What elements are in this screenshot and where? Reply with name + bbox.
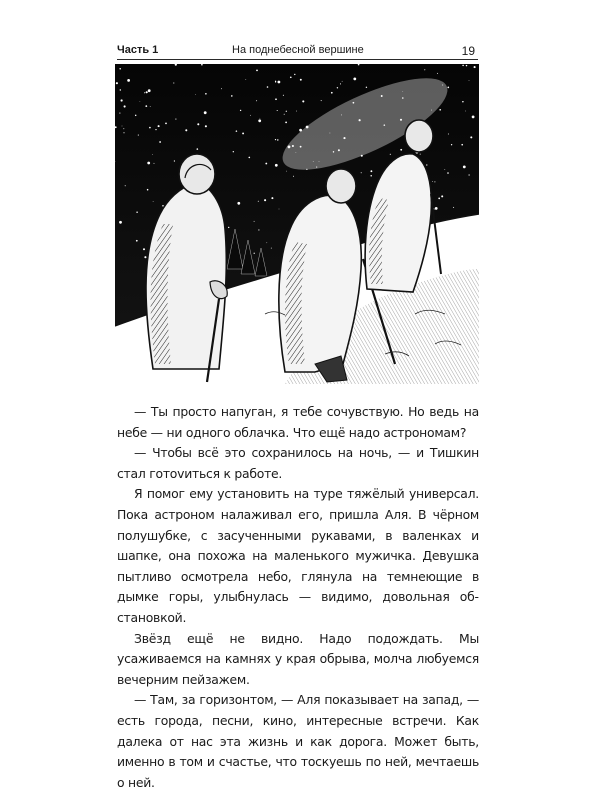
climbers-illustration (115, 64, 479, 384)
part-label: Часть 1 (117, 44, 158, 56)
header-rule (117, 59, 478, 60)
paragraph: — Там, за горизонтом, — Аля показывает на запад, — есть города, песни, кино, интересные встречи. Как далека от нас эта жизнь и как дорога. Может быть, именно в том и счастье, что тоскуешь по ней, мечтаешь о ней. (117, 690, 479, 793)
body-text (117, 402, 479, 793)
paragraph: Я помог ему установить на туре тяжёлый универсал. Пока астроном налаживал его, пришла Аля. В чёрном полушубке, с засученными рукавами, в валенках и шапке, она похожа на маленького мужичка. Девушка пытливо осмотрела небо, глянула на темнеющие в дымке горы, улыбнулась — видимо, довольная обстановкой. (117, 484, 479, 628)
paragraph: — Ты просто напуган, я тебе сочувствую. Но ведь на небе — ни одного облачка. Что ещё надо астрономам? (117, 402, 479, 443)
paragraph: — Чтобы всё это сохранилось на ночь, — и Тишкин стал готоvиться к работе. (117, 443, 479, 484)
chapter-title: На поднебесной вершине (232, 44, 364, 56)
page-number: 19 (462, 44, 475, 58)
running-header (117, 44, 477, 60)
paragraph: Звёзд ещё не видно. Надо подождать. Мы усаживаемся на камнях у края обрыва, молча любуемся вечерним пейзажем. (117, 629, 479, 691)
